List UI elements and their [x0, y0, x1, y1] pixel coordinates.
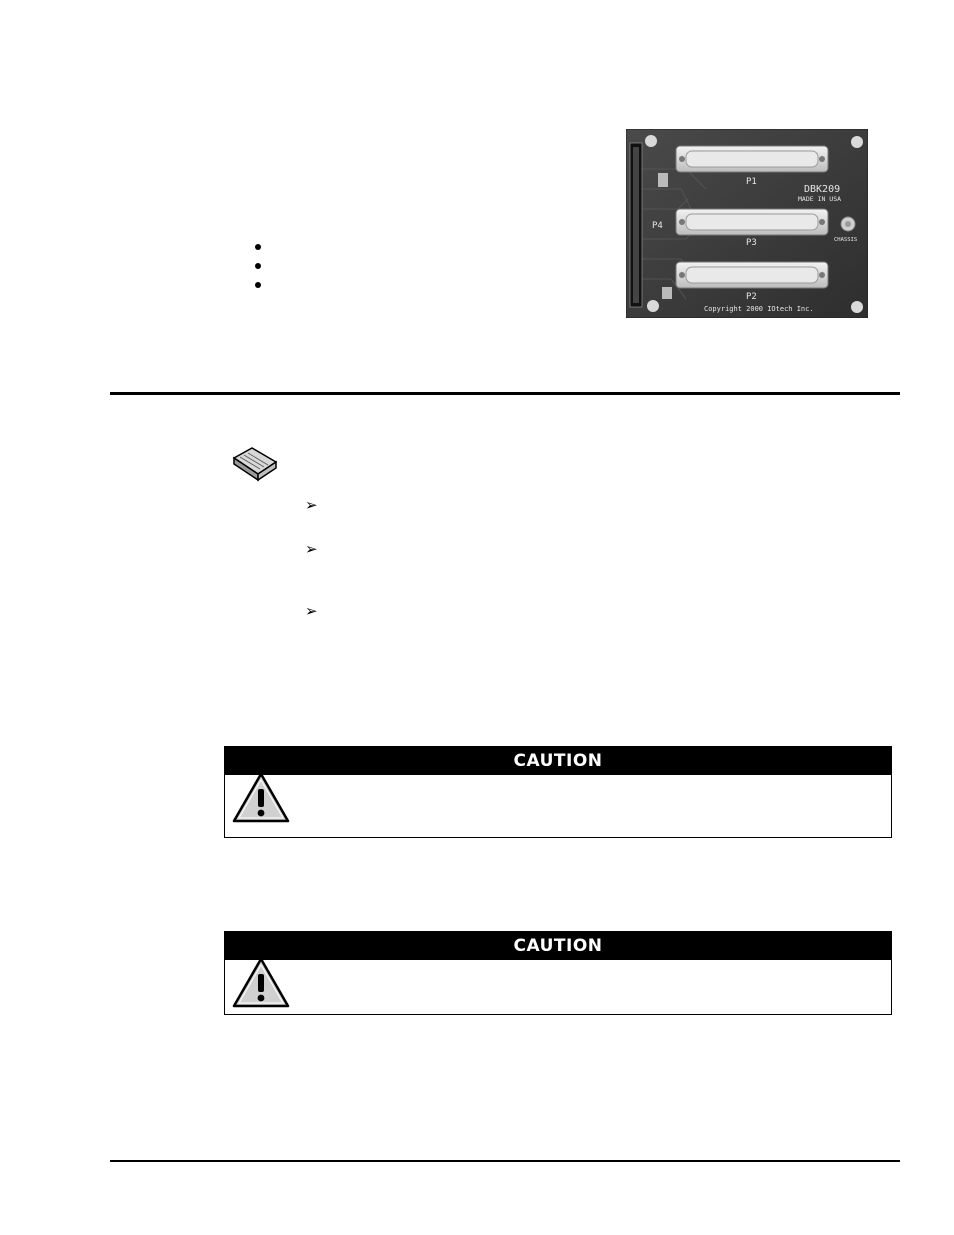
- warning-triangle-icon: [231, 956, 291, 1010]
- footer-divider: [110, 1160, 900, 1162]
- bullet-dot: [255, 263, 261, 269]
- caution-heading: CAUTION: [225, 747, 891, 775]
- bullet-dot: [255, 282, 261, 288]
- list-item: [255, 282, 261, 288]
- book-icon: [230, 444, 280, 482]
- list-item: [255, 244, 261, 250]
- label-chassis: CHASSIS: [834, 237, 858, 243]
- section-divider: [110, 392, 900, 395]
- caution-box: [224, 746, 892, 838]
- caution-box: [224, 931, 892, 1015]
- label-p4: P4: [652, 221, 663, 231]
- bullet-dot: [255, 244, 261, 250]
- warning-triangle-icon: [231, 771, 291, 825]
- list-item: [255, 263, 261, 269]
- label-p2: P2: [746, 292, 757, 302]
- reference-item: [305, 497, 318, 515]
- label-p3: P3: [746, 238, 757, 248]
- label-made-in: MADE IN USA: [798, 195, 842, 203]
- dbk209-board-image: [626, 129, 868, 318]
- connector-p1: [676, 146, 828, 172]
- label-copyright: Copyright 2000 IOtech Inc.: [704, 305, 814, 313]
- label-model: DBK209: [804, 184, 841, 195]
- connector-p3: [676, 209, 828, 235]
- label-p1: P1: [746, 177, 757, 187]
- arrow-bullet-icon: ➢: [305, 496, 318, 514]
- arrow-bullet-icon: ➢: [305, 602, 318, 620]
- caution-heading: CAUTION: [225, 932, 891, 960]
- reference-item: [305, 603, 318, 621]
- connector-p2: [676, 262, 828, 288]
- reference-item: [305, 541, 318, 559]
- arrow-bullet-icon: ➢: [305, 540, 318, 558]
